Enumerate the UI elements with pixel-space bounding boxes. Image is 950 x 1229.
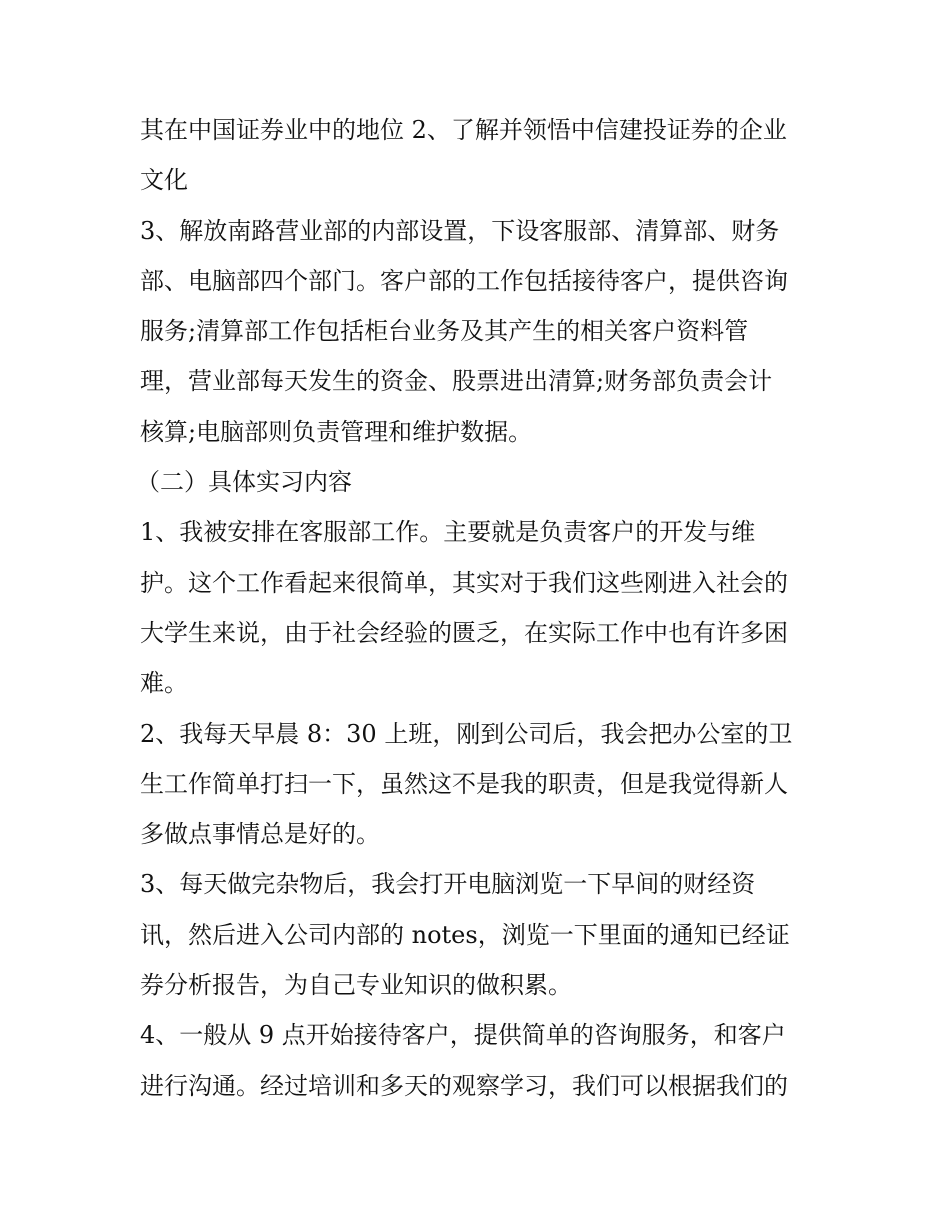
- text-line: 券分析报告，为自己专业知识的做积累。: [140, 971, 572, 1000]
- text-line: 生工作简单打扫一下，虽然这不是我的职责，但是我觉得新人: [140, 769, 788, 798]
- text-line: 护。这个工作看起来很简单，其实对于我们这些刚进入社会的: [140, 568, 788, 597]
- text-line: 讯，然后进入公司内部的 notes，浏览一下里面的通知已经证: [140, 920, 790, 949]
- text-line: 文化: [140, 166, 188, 195]
- section-heading: （二）具体实习内容: [136, 468, 352, 497]
- text-line: 服务;清算部工作包括柜台业务及其产生的相关客户资料管: [140, 317, 749, 346]
- text-line: 部、电脑部四个部门。客户部的工作包括接待客户，提供咨询: [140, 266, 788, 295]
- text-line: 3、每天做完杂物后，我会打开电脑浏览一下早间的财经资: [140, 870, 756, 899]
- text-line: 2、我每天早晨 8：30 上班，刚到公司后，我会把办公室的卫: [140, 719, 793, 748]
- body-text: [136, 105, 820, 1111]
- text-line: 4、一般从 9 点开始接待客户，提供简单的咨询服务，和客户: [140, 1021, 786, 1050]
- text-line: 理，营业部每天发生的资金、股票进出清算;财务部负责会计: [140, 367, 773, 396]
- text-line: 核算;电脑部则负责管理和维护数据。: [140, 417, 533, 446]
- text-line: 多做点事情总是好的。: [140, 820, 380, 849]
- text-line: 进行沟通。经过培训和多天的观察学习，我们可以根据我们的: [140, 1071, 788, 1100]
- text-line: 难。: [140, 669, 188, 698]
- text-line: 1、我被安排在客服部工作。主要就是负责客户的开发与维: [140, 518, 756, 547]
- text-line: 大学生来说，由于社会经验的匮乏，在实际工作中也有许多困: [140, 618, 788, 647]
- text-line: 3、解放南路营业部的内部设置，下设客服部、清算部、财务: [140, 216, 780, 245]
- text-line: 其在中国证券业中的地位 2、了解并领悟中信建投证券的企业: [140, 116, 787, 144]
